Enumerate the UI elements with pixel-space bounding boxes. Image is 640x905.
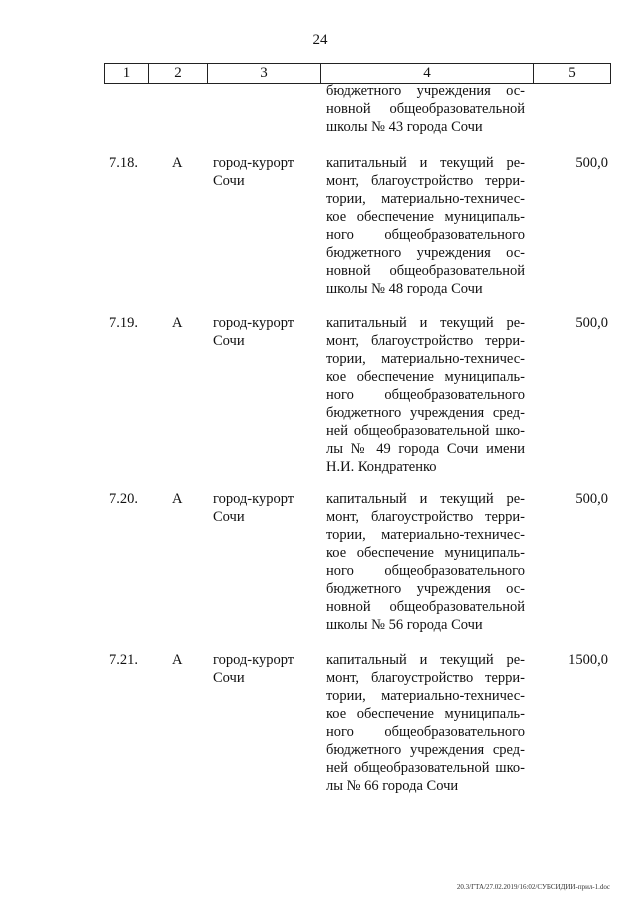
row-category: А <box>172 491 183 507</box>
description-line: капитальный и текущий ре- <box>326 315 525 331</box>
description-line: школы № 43 города Сочи <box>326 119 483 135</box>
header-col-2: 2 <box>149 64 208 84</box>
description-line: Н.И. Кондратенко <box>326 459 437 475</box>
row-municipality <box>213 154 313 190</box>
description-line: кое обеспечение муниципаль- <box>326 369 525 385</box>
description-line: бюджетного учреждения ос- <box>326 581 525 597</box>
description-line: бюджетного учреждения сред- <box>326 742 525 758</box>
description-line: бюджетного учреждения ос- <box>326 245 525 261</box>
description-line: школы № 48 города Сочи <box>326 281 483 297</box>
row-amount: 1500,0 <box>568 652 608 668</box>
row-category: А <box>172 652 183 668</box>
footer-filename: 20.3/ГТА/27.02.2019/16:02/СУБСИДИИ-прил-1.doc <box>456 883 610 891</box>
header-row <box>105 64 611 84</box>
description-line: ней общеобразовательной шко- <box>326 423 525 439</box>
description-line: школы № 56 города Сочи <box>326 617 483 633</box>
row-description <box>326 314 525 476</box>
row-municipality <box>213 314 313 350</box>
row-municipality <box>213 490 313 526</box>
description-line: монт, благоустройство терри- <box>326 670 525 686</box>
row-description <box>326 651 525 795</box>
page-number: 24 <box>312 32 328 48</box>
description-line: лы № 66 города Сочи <box>326 778 459 794</box>
municipality-line: Сочи <box>213 670 245 686</box>
description-line: бюджетного учреждения ос- <box>326 83 525 99</box>
row-description <box>326 490 525 634</box>
header-col-3: 3 <box>208 64 321 84</box>
header-col-1: 1 <box>105 64 149 84</box>
municipality-line: город-курорт <box>213 315 295 331</box>
municipality-line: город-курорт <box>213 652 295 668</box>
municipality-line: Сочи <box>213 173 245 189</box>
municipality-line: город-курорт <box>213 155 295 171</box>
municipality-line: Сочи <box>213 509 245 525</box>
description-line: монт, благоустройство терри- <box>326 173 525 189</box>
row-number: 7.20. <box>109 491 138 507</box>
description-line: бюджетного учреждения сред- <box>326 405 525 421</box>
description-line: кое обеспечение муниципаль- <box>326 545 525 561</box>
row-amount: 500,0 <box>575 155 608 171</box>
continued-description <box>326 82 525 136</box>
description-line: монт, благоустройство терри- <box>326 333 525 349</box>
description-line: ного общеобразовательного <box>326 387 525 403</box>
row-category: А <box>172 155 183 171</box>
description-line: тории, материально-техничес- <box>326 351 525 367</box>
description-line: тории, материально-техничес- <box>326 527 525 543</box>
description-line: ного общеобразовательного <box>326 227 525 243</box>
header-col-5: 5 <box>534 64 611 84</box>
row-number: 7.19. <box>109 315 138 331</box>
row-amount: 500,0 <box>575 315 608 331</box>
row-number: 7.18. <box>109 155 138 171</box>
description-line: тории, материально-техничес- <box>326 688 525 704</box>
description-line: ного общеобразовательного <box>326 724 525 740</box>
description-line: тории, материально-техничес- <box>326 191 525 207</box>
header-col-4: 4 <box>321 64 534 84</box>
description-line: кое обеспечение муниципаль- <box>326 209 525 225</box>
row-number: 7.21. <box>109 652 138 668</box>
description-line: лы № 49 города Сочи имени <box>326 441 525 457</box>
description-line: новной общеобразовательной <box>326 599 525 615</box>
description-line: новной общеобразовательной <box>326 263 525 279</box>
row-municipality <box>213 651 313 687</box>
municipality-line: город-курорт <box>213 491 295 507</box>
row-description <box>326 154 525 298</box>
description-line: капитальный и текущий ре- <box>326 491 525 507</box>
row-category: А <box>172 315 183 331</box>
description-line: капитальный и текущий ре- <box>326 155 525 171</box>
description-line: капитальный и текущий ре- <box>326 652 525 668</box>
description-line: новной общеобразовательной <box>326 101 525 117</box>
description-line: ней общеобразовательной шко- <box>326 760 525 776</box>
municipality-line: Сочи <box>213 333 245 349</box>
description-line: ного общеобразовательного <box>326 563 525 579</box>
description-line: кое обеспечение муниципаль- <box>326 706 525 722</box>
row-amount: 500,0 <box>575 491 608 507</box>
description-line: монт, благоустройство терри- <box>326 509 525 525</box>
table-header <box>104 63 611 84</box>
